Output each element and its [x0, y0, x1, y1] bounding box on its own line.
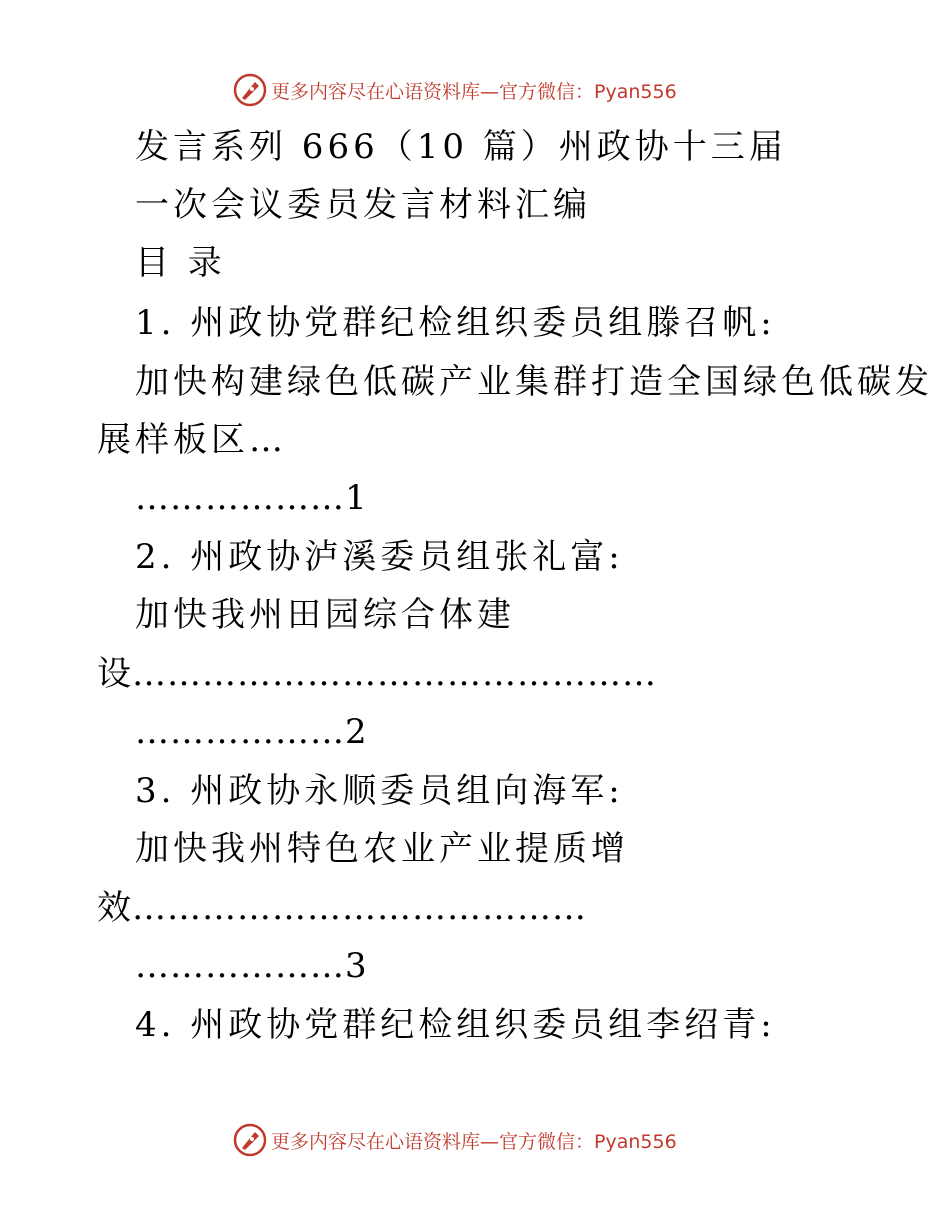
footer-watermark: [233, 1120, 677, 1160]
toc-entry-3-page: ………………3: [135, 946, 368, 986]
watermark-wechat: 官方微信：Pyan556: [499, 80, 677, 103]
toc-entry-3-heading: 3. 州政协永顺委员组向海军:: [135, 771, 624, 811]
watermark-wechat: 官方微信：Pyan556: [499, 1130, 677, 1153]
toc-entry-1-page: ………………1: [135, 478, 368, 518]
pen-nib-logo-icon: [233, 1123, 267, 1157]
toc-heading: 目 录: [135, 243, 226, 283]
toc-entry-2-heading: 2. 州政协泸溪委员组张礼富:: [135, 537, 624, 577]
toc-entry-1-heading: 1. 州政协党群纪检组织委员组滕召帆:: [135, 303, 776, 343]
toc-entry-3-title: 加快我州特色农业产业提质增: [135, 829, 629, 869]
header-watermark: [233, 70, 677, 110]
watermark-separator: —: [480, 80, 500, 103]
toc-entry-4-heading: 4. 州政协党群纪检组织委员组李绍青:: [135, 1005, 776, 1045]
watermark-text: 更多内容尽在心语资料库: [271, 1130, 481, 1153]
toc-entry-3-title-cont: 效…………………………………: [97, 888, 587, 928]
toc-entry-2-title: 加快我州田园综合体建: [135, 595, 515, 635]
toc-entry-1-title-cont: 展样板区…: [97, 420, 287, 460]
pen-nib-logo-icon: [233, 73, 267, 107]
document-title-line-1: 发言系列 666（10 篇）州政协十三届: [135, 127, 787, 167]
document-title-line-2: 一次会议委员发言材料汇编: [135, 185, 591, 225]
watermark-text: 更多内容尽在心语资料库: [271, 80, 481, 103]
toc-entry-2-title-cont: 设………………………………………: [97, 654, 657, 694]
watermark-separator: —: [480, 1130, 500, 1153]
toc-entry-2-page: ………………2: [135, 712, 368, 752]
toc-entry-1-title: 加快构建绿色低碳产业集群打造全国绿色低碳发: [135, 362, 933, 402]
